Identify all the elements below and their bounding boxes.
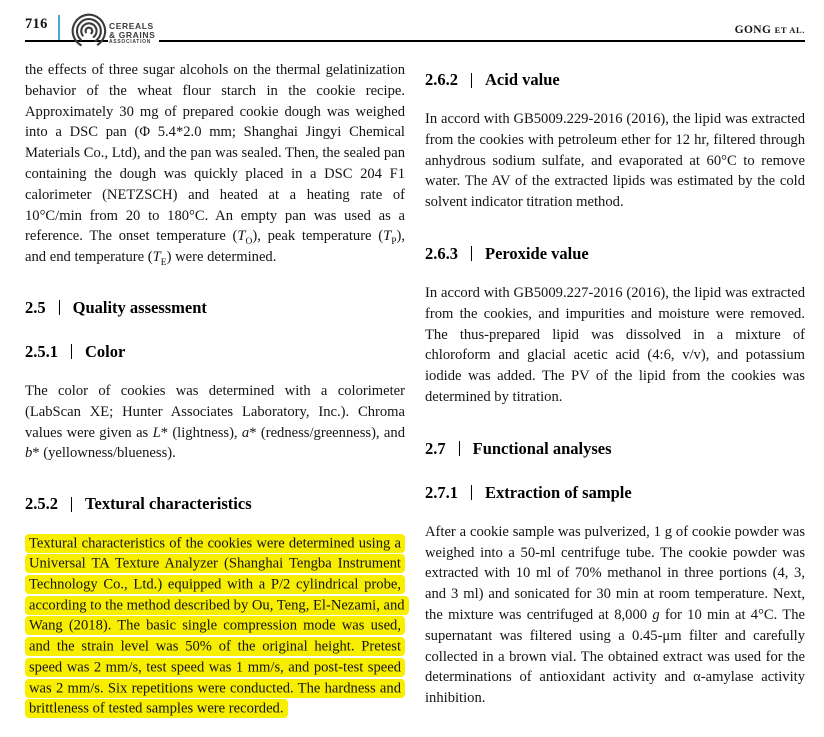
heading-divider xyxy=(471,246,472,261)
section-heading-2-5-1 xyxy=(25,342,405,362)
paragraph-extraction xyxy=(425,522,805,709)
running-head-etal: ET AL. xyxy=(774,25,805,35)
section-heading-2-7 xyxy=(425,439,805,459)
section-number: 2.6.3 xyxy=(425,243,458,263)
paragraph-text: The color of cookies was determined with a colorimeter (LabScan XE; Hunter Associates Laboratory, Inc.). Chroma values were given as xyxy=(25,382,405,441)
paragraph-text: ), peak temperature ( xyxy=(252,228,384,245)
paragraph-dsc-method xyxy=(25,60,405,268)
heading-divider xyxy=(459,441,460,456)
heading-divider xyxy=(71,497,72,512)
section-number: 2.7.1 xyxy=(425,482,458,502)
section-title: Functional analyses xyxy=(472,438,612,458)
two-column-body xyxy=(0,39,824,719)
section-heading-2-6-3 xyxy=(425,244,805,264)
subscript-O: O xyxy=(245,237,253,248)
paragraph-color-method xyxy=(25,381,405,464)
publisher-logo-text xyxy=(108,21,159,46)
paragraph-text: * (lightness), xyxy=(160,424,242,441)
section-title: Acid value xyxy=(485,70,560,89)
section-number: 2.5 xyxy=(25,297,46,317)
paragraph-acid-value: In accord with GB5009.229-2016 (2016), the lipid was extracted from the cookies with petroleum ether for 12 hr, filtered through anhydrous sodium sulfate, and evaporated at 60°C to remove water. The AV of the extracted lipids was estimated by the cold solvent indicator titration method. xyxy=(425,111,805,211)
section-title: Color xyxy=(85,341,126,361)
subscript-P: P xyxy=(391,237,397,248)
paragraph-peroxide-value: In accord with GB5009.227-2016 (2016), the lipid was extracted from the cookies, and impurities and moisture were removed. The thus-prepared lipid was dissolved in a mixture of chloroform and glacial acetic acid (4:6, v/v), and potassium iodide was added. The PV of the lipid from the cookies was determined by titration. xyxy=(425,284,805,405)
publisher-logo xyxy=(66,10,159,57)
heading-divider xyxy=(471,73,472,88)
variable-T-onset: T xyxy=(237,228,246,245)
yellow-highlight-annotation: Textural characteristics of the cookies were determined using a Universal TA Texture Analyzer (Shanghai Tengba Instrument Technology Co., Ltd.) equipped with a P/2 cylindrical probe, according to the method described by Ou, Teng, El-Nezami, and Wang (2018). The basic single compression mode was used, and the strain level was 50% of the original height. Pretest speed was 2 mm/s, test speed was 1 mm/s, and post-test speed was 2 mm/s. Six repetitions were conducted. The hardness and brittleness of tested samples were recorded. xyxy=(25,534,409,719)
running-head-author: GONG xyxy=(734,24,775,36)
paragraph-text: * (yellowness/blueness). xyxy=(32,445,176,462)
subscript-E: E xyxy=(160,258,167,269)
paragraph-text: ) were determined. xyxy=(166,249,277,266)
paragraph-texture-method xyxy=(25,533,405,719)
page-number: 716 xyxy=(25,16,48,32)
left-column xyxy=(25,60,405,719)
section-title: Textural characteristics xyxy=(85,494,252,514)
page-header xyxy=(0,0,824,45)
section-title: Extraction of sample xyxy=(485,482,632,502)
paragraph-text: ), and end temperature ( xyxy=(25,228,406,266)
variable-a-star: a xyxy=(241,424,250,441)
section-heading-2-6-2 xyxy=(425,70,805,90)
variable-T-end: T xyxy=(152,249,161,266)
heading-divider xyxy=(71,344,72,359)
paragraph-text: the effects of three sugar alcohols on the thermal gelatinization behavior of the wheat flour starch in the cookie recipe. Approximately 30 mg of prepared cookie dough was weighed into a DSC pan (Φ 5.4*2.0 mm; Shanghai Jingyi Chemical Materials Co., Ltd), and the pan was sealed. Then, the sealed pan containing the dough was quickly placed in a DSC 204 F1 calorimeter (NETZSCH) and heated at a heating rate of 10°C/min from 20 to 180°C. An empty pan was used as a reference. The onset temperature ( xyxy=(25,62,405,245)
heading-divider xyxy=(471,485,472,500)
variable-T-peak: T xyxy=(383,228,392,245)
running-head xyxy=(735,24,805,36)
section-number: 2.5.2 xyxy=(25,494,58,514)
paragraph-text: After a cookie sample was pulverized, 1 g of cookie powder was weighed into a 50-ml centrifuge tube. The cookie powder was extracted with 10 ml of 70% methanol in three portions (4, 3, and 3 ml) and sonicated for 30 min at room temperature. Next, the mixture was centrifuged at 8,000 xyxy=(425,523,805,623)
variable-L-star: L xyxy=(152,424,161,441)
variable-g-force: g xyxy=(652,606,660,623)
cereals-grains-logo-icon xyxy=(66,10,108,57)
section-heading-2-7-1 xyxy=(425,483,805,503)
section-number: 2.6.2 xyxy=(425,70,458,89)
header-blue-divider xyxy=(58,15,60,41)
section-heading-2-5 xyxy=(25,298,405,318)
section-title: Peroxide value xyxy=(485,243,589,263)
variable-b-star: b xyxy=(25,445,33,462)
paragraph-text: * (redness/greenness), and xyxy=(249,424,405,441)
logo-line-2: & GRAINS xyxy=(109,29,156,40)
paragraph-text: for 10 min at 4°C. The supernatant was filtered using a 0.45-μm filter and carefully collected in a brown vial. The obtained extract was used for the determinations of antioxidant activity and α-amylase activity inhibition. xyxy=(425,606,805,707)
section-heading-2-5-2 xyxy=(25,494,405,514)
section-number: 2.5.1 xyxy=(25,341,58,361)
section-number: 2.7 xyxy=(425,438,446,458)
logo-line-3: ASSOCIATION xyxy=(109,39,152,45)
right-column xyxy=(425,60,805,719)
section-title: Quality assessment xyxy=(72,297,207,317)
heading-divider xyxy=(59,300,60,315)
logo-line-1: CEREALS xyxy=(109,21,154,31)
